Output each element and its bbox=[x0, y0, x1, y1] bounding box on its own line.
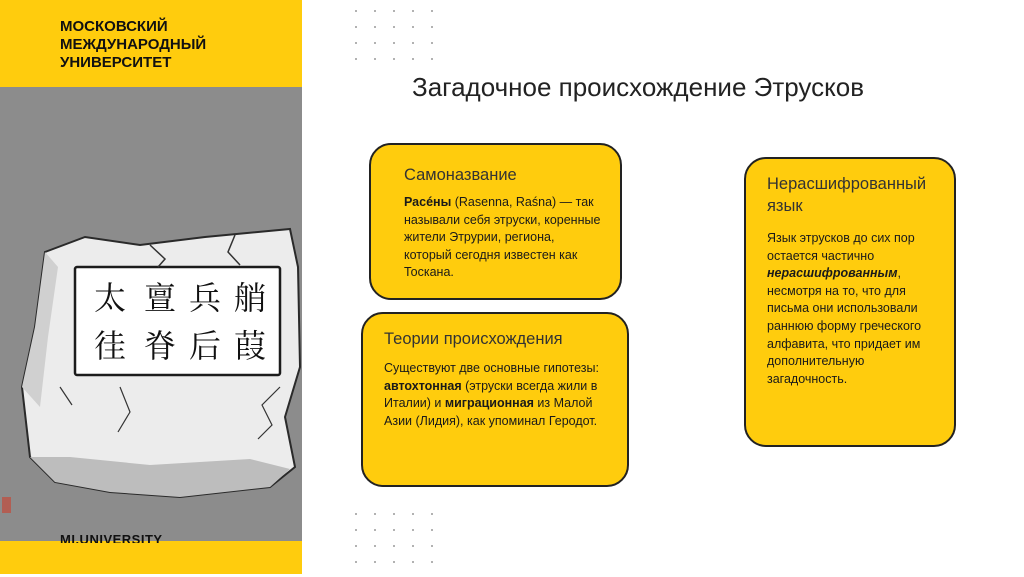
slide-title: Загадочное происхождение Этрусков bbox=[412, 72, 865, 102]
term: миграционная bbox=[444, 396, 534, 411]
term: автохтонная bbox=[384, 378, 462, 393]
card-text: Существуют две основные гипотезы: автохтонная (этруски всегда жили в Италии) и миграционная из Малой Азии (Лидия), как упоминал Геродот. bbox=[384, 361, 599, 428]
card-text: Язык этрусков до сих пор остается частично нерасшифрованным, несмотря на то, что для письма они использовали раннюю форму греческого алфавита, что придает им дополнительную загадочность. bbox=[767, 231, 922, 386]
university-name-line: МЕЖДУНАРОДНЫЙ bbox=[60, 36, 207, 53]
card-undeciphered-language bbox=[744, 157, 956, 447]
inscription-char: 兵 bbox=[188, 279, 222, 317]
stone-tablet-illustration bbox=[0, 87, 302, 541]
inscription-char: 艄 bbox=[233, 279, 267, 317]
inscription-char: 太 bbox=[93, 279, 127, 317]
inscription-char: 亶 bbox=[143, 279, 177, 317]
inscription-char: 葭 bbox=[233, 327, 267, 365]
inscription-char: 徍 bbox=[93, 327, 127, 365]
inscription-char: 后 bbox=[188, 327, 222, 365]
card-text: Расéны (Rasenna, Raśna) — так называли себя этруски, коренные жители Этрурии, региона, который сегодня известен как Тоскана. bbox=[404, 195, 601, 280]
card-title: Нерасшифрованный язык bbox=[767, 175, 927, 215]
left-panel bbox=[0, 0, 302, 574]
card-title: Теории происхождения bbox=[384, 330, 563, 348]
decorative-dots-bottom bbox=[355, 513, 450, 577]
term: Расéны bbox=[404, 195, 452, 209]
university-logo-text bbox=[60, 18, 290, 72]
brand-strip-text: MI.UNIVERSITY bbox=[60, 535, 163, 543]
university-name-line: УНИВЕРСИТЕТ bbox=[60, 54, 172, 71]
term: нерасшифрованным bbox=[767, 266, 898, 281]
university-name-line: МОСКОВСКИЙ bbox=[60, 18, 168, 35]
stone-tablet-image bbox=[0, 87, 302, 541]
decorative-dots-top bbox=[355, 10, 450, 74]
card-self-name bbox=[369, 143, 622, 300]
card-title: Самоназвание bbox=[404, 166, 517, 184]
inscription-char: 脊 bbox=[143, 327, 177, 365]
card-origin-theories bbox=[361, 312, 629, 487]
